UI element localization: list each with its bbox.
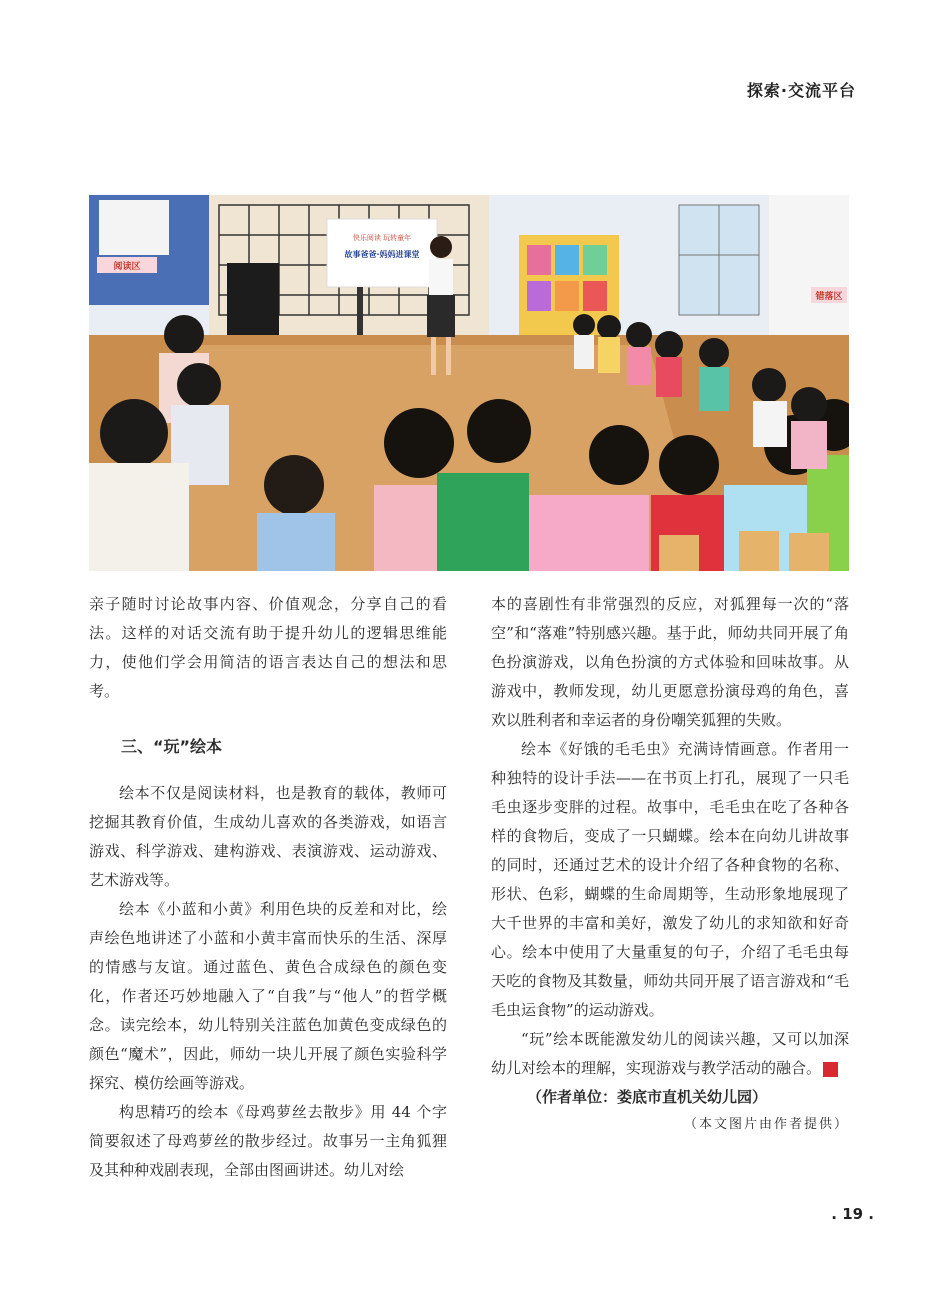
left-paragraph-2: 绘本不仅是阅读材料，也是教育的载体，教师可挖掘其教育价值，生成幼儿喜欢的各类游戏，如语言游戏、科学游戏、建构游戏、表演游戏、运动游戏、艺术游戏等。 <box>89 784 447 889</box>
right-paragraph-2: 绘本《好饿的毛毛虫》充满诗情画意。作者用一种独特的设计手法——在书页上打孔，展现了一只毛毛虫逐步变胖的过程。故事中，毛毛虫在吃了各种各样的食物后，变成了一只蝴蝶。绘本在向幼儿讲故事的同时，还通过艺术的设计介绍了各种食物的名称、形状、色彩，蝴蝶的生命周期等，生动形象地展现了大千世界的丰富和美好，激发了幼儿的求知欲和好奇心。绘本中使用了大量重复的句子，介绍了毛毛虫每天吃的食物及其数量，师幼共同开展了语言游戏和“毛毛虫运食物”的运动游戏。 <box>491 740 849 1019</box>
right-paragraph-1: 本的喜剧性有非常强烈的反应，对狐狸每一次的“落空”和“落难”特别感兴趣。基于此，师幼共同开展了角色扮演游戏，以角色扮演的方式体验和回味故事。从游戏中，教师发现，幼儿更愿意扮演母鸡的角色，喜欢以胜利者和幸运者的身份嘲笑狐狸的失败。 <box>491 595 849 729</box>
author-affiliation: （作者单位：娄底市直机关幼儿园） <box>527 1088 768 1106</box>
end-mark-icon: N <box>823 1062 838 1077</box>
sign-reading-area: 阅读区 <box>113 262 141 272</box>
classroom-photo <box>89 195 849 571</box>
section-heading: 三、“玩”绘本 <box>121 737 223 756</box>
left-column <box>89 590 447 1185</box>
section-header: 探索·交流平台 <box>746 81 856 100</box>
board-line-1: 快乐阅读 玩转童年 <box>352 234 412 242</box>
right-paragraph-3-text: “玩”绘本既能激发幼儿的阅读兴趣，又可以加深幼儿对绘本的理解，实现游戏与教学活动的融合。 <box>491 1030 849 1077</box>
photo-credit: （本文图片由作者提供） <box>683 1117 849 1132</box>
right-column <box>491 590 864 1136</box>
sign-right-area: 错落区 <box>815 292 843 302</box>
left-paragraph-4: 构思精巧的绘本《母鸡萝丝去散步》用 44 个字简要叙述了母鸡萝丝的散步经过。故事另一主角狐狸及其种种戏剧表现，全部由图画讲述。幼儿对绘 <box>89 1103 447 1179</box>
page-number: . 19 . <box>831 1205 874 1223</box>
board-line-2: 故事爸爸·妈妈进课堂 <box>344 250 420 259</box>
left-paragraph-3: 绘本《小蓝和小黄》利用色块的反差和对比，绘声绘色地讲述了小蓝和小黄丰富而快乐的生活、深厚的情感与友谊。通过蓝色、黄色合成绿色的颜色变化，作者还巧妙地融入了“自我”与“他人”的哲学概念。读完绘本，幼儿特别关注蓝色加黄色变成绿色的颜色“魔术”，因此，师幼一块儿开展了颜色实验科学探究、模仿绘画等游戏。 <box>89 900 447 1092</box>
right-paragraph-3 <box>491 1025 864 1083</box>
left-paragraph-1: 亲子随时讨论故事内容、价值观念，分享自己的看法。这样的对话交流有助于提升幼儿的逻辑思维能力，使他们学会用简洁的语言表达自己的想法和思考。 <box>89 595 447 700</box>
